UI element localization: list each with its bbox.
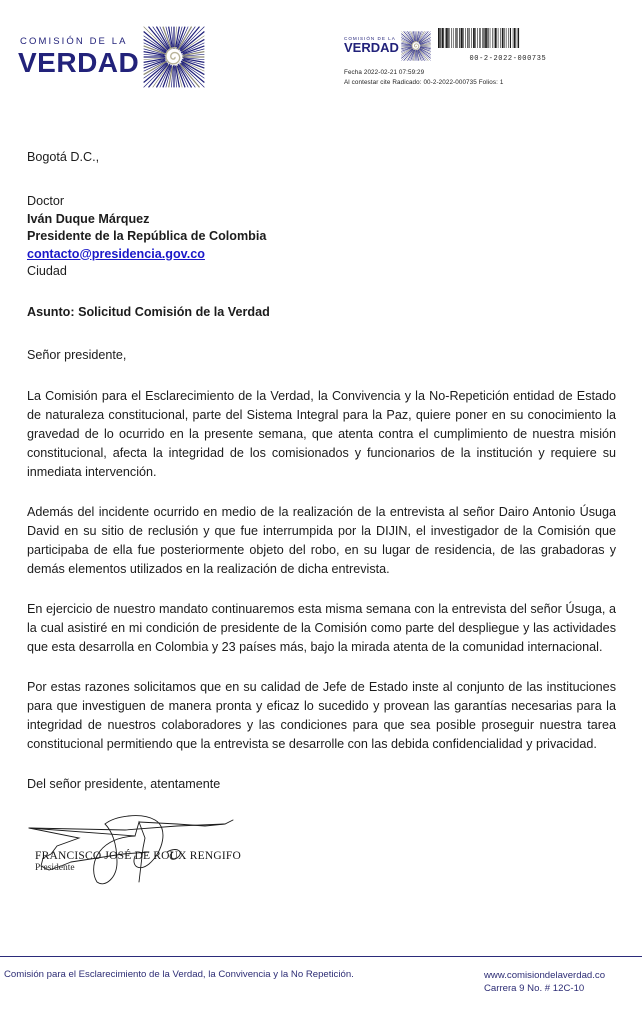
footer-divider bbox=[0, 956, 642, 957]
body-paragraph-3: En ejercicio de nuestro mandato continuaremos esta misma semana con la entrevista del señor Úsuga, a la cual asistiré en mi condición de presidente de la Comisión como parte del despliegue y las actividades que esta desarrolla en Colombia y 23 países más, bajo la mirada atenta de la comunidad internacional. bbox=[27, 601, 616, 654]
letterhead-logo-bottom-line: VERDAD bbox=[18, 46, 140, 78]
addressee-place: Ciudad bbox=[27, 264, 67, 278]
radicado-stamp bbox=[344, 28, 624, 88]
city-line: Bogotá D.C., bbox=[27, 150, 100, 164]
addressee-block bbox=[27, 193, 616, 281]
letterhead-wordmark bbox=[18, 37, 139, 77]
closing-line: Del señor presidente, atentamente bbox=[27, 776, 221, 791]
stamp-logo bbox=[344, 31, 431, 61]
letter-body bbox=[27, 148, 616, 794]
barcode-block bbox=[437, 28, 579, 63]
body-paragraph-4: Por estas razones solicitamos que en su calidad de Jefe de Estado inste al conjunto de las instituciones para que investiguen de manera pronta y eficaz lo sucedido y provean las garantías necesarias para la integridad de nuestros colaboradores y las condiciones para que sea posible proseguir nuestra tarea constitucional permitiendo que la entrevista se desarrolle con las debida confidencialidad y privacidad. bbox=[27, 679, 616, 751]
footer-contact-block bbox=[484, 969, 605, 995]
signature-name: FRANCISCO JOSÉ DE ROUX RENGIFO bbox=[35, 850, 241, 862]
handwritten-signature-icon bbox=[27, 808, 257, 886]
stamp-wordmark bbox=[344, 37, 399, 55]
footer-organization-text: Comisión para el Esclarecimiento de la Verdad, la Convivencia y la No Repetición. bbox=[4, 969, 354, 980]
stamp-text-lines bbox=[344, 68, 624, 88]
stamp-logo-bottom-line: VERDAD bbox=[344, 40, 399, 56]
stamp-radicado-line: Al contestar cite Radicado: 00-2-2022-000735 Folios: 1 bbox=[344, 78, 504, 86]
signature-block bbox=[27, 808, 327, 898]
body-paragraph-1: La Comisión para el Esclarecimiento de la Verdad, la Convivencia y la No-Repetición entidad de Estado de naturaleza constitucional, parte del Sistema Integral para la Paz, quiere poner en su conocimiento la gravedad de lo ocurrido en la presente semana, que atenta contra el cumplimiento de nuestra misión constitucional, afecta la integridad de los comisionados y funcionarios de la institución y requiere su inmediata intervención. bbox=[27, 388, 616, 479]
barcode-number: 00-2-2022-000735 bbox=[469, 55, 547, 63]
letter-footer bbox=[0, 962, 642, 1002]
body-paragraph-2: Además del incidente ocurrido en medio de la realización de la entrevista al señor Dairo Antonio Úsuga David en su sitio de reclusión y que fue interrumpida por la DIJIN, el investigador de la Comisión que participaba de ella fue posteriormente objeto del robo, en su lugar de residencia, de las grabadoras y demás elementos utilizados en la realización de dicha entrevista. bbox=[27, 504, 616, 576]
stamp-top-row bbox=[344, 28, 624, 63]
salutation-line: Señor presidente, bbox=[27, 347, 127, 362]
addressee-email-link[interactable]: contacto@presidencia.gov.co bbox=[27, 246, 205, 261]
addressee-title: Doctor bbox=[27, 194, 65, 208]
addressee-name: Iván Duque Márquez bbox=[27, 211, 150, 226]
letter-header bbox=[0, 0, 642, 118]
signature-role: Presidente bbox=[35, 863, 75, 873]
letterhead-logo-top-line: COMISIÓN DE LA bbox=[20, 36, 128, 48]
barcode-icon bbox=[437, 28, 579, 54]
stamp-date-line: Fecha 2022-02-21 07:59:29 bbox=[344, 69, 425, 76]
footer-address: Carrera 9 No. # 12C-10 bbox=[484, 983, 585, 994]
footer-website[interactable]: www.comisiondelaverdad.co bbox=[484, 970, 606, 981]
addressee-position: Presidente de la República de Colombia bbox=[27, 229, 267, 243]
stamp-sunburst-icon bbox=[401, 31, 431, 61]
subject-line: Asunto: Solicitud Comisión de la Verdad bbox=[27, 304, 270, 319]
letterhead-logo bbox=[18, 26, 205, 88]
stamp-logo-top-line: COMISIÓN DE LA bbox=[344, 35, 396, 41]
sunburst-spiral-icon bbox=[143, 26, 205, 88]
